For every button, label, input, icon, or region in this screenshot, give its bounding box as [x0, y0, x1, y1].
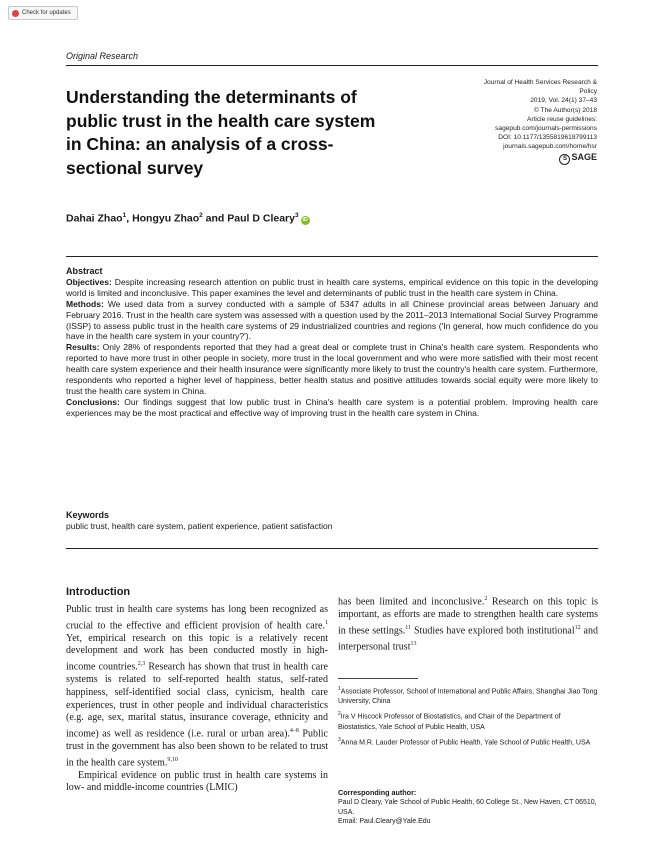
text-run: Research on this topic is important, as efforts are made to strengthen health care systems in these settings. [338, 596, 598, 637]
sage-logo-text: SAGE [571, 151, 597, 162]
affil-text: Anna M.R. Lauder Professor of Public Health, Yale School of Public Health, USA [340, 738, 591, 746]
citation-ref[interactable]: 9,10 [167, 756, 178, 763]
author-affil-mark: 2 [199, 212, 203, 219]
journal-line: 2019, Vol. 24(1) 37–43 [530, 97, 597, 105]
intro-paragraph [66, 604, 328, 770]
affil-mark: 3 [338, 736, 341, 743]
abstract-methods [66, 299, 598, 343]
abstract-rule [66, 256, 598, 257]
citation-ref[interactable]: 11 [405, 624, 412, 631]
author-list [66, 212, 310, 225]
header-rule [66, 65, 598, 66]
author-affil-mark: 1 [122, 212, 127, 219]
affiliations [338, 684, 598, 750]
introduction-heading: Introduction [66, 586, 131, 598]
intro-paragraph: Empirical evidence on public trust in health care systems in low- and middle-income countries (LMIC) [66, 769, 328, 794]
journal-line: Journal of Health Services Research & [483, 79, 597, 86]
corresponding-email[interactable]: Email: Paul.Cleary@Yale.Edu [338, 818, 431, 826]
author-separator: and [202, 212, 228, 225]
abstract [66, 266, 598, 419]
objectives-label: Objectives: [66, 276, 112, 287]
article-type: Original Research [66, 51, 139, 61]
objectives-text: Despite increasing research attention on public trust in health care systems, empirical evidence on this topic in the developing world is limited and inconclusive. This paper examines the level and determinants of public trust in the health care system in China. [66, 276, 598, 298]
abstract-conclusions [66, 397, 598, 419]
methods-label: Methods: [66, 298, 104, 309]
results-label: Results: [66, 342, 100, 353]
keywords-heading: Keywords [66, 510, 110, 520]
affiliation [338, 709, 598, 732]
sage-logo [387, 153, 597, 165]
keywords-text: public trust, health care system, patient experience, patient satisfaction [66, 521, 333, 531]
keywords [66, 510, 598, 532]
text-run: Research has shown that trust in health care systems is related to self-reported health status, self-rated happiness, self-identified social class, cynicism, health care experiences, trust in other people and individual characteristics (e.g. age, sex, marital status, insurance coverage, ethnicity and income) as well as residence (i.e. rural or urban area). [66, 661, 328, 740]
abstract-heading: Abstract [66, 266, 103, 276]
citation-ref[interactable]: 12 [574, 624, 581, 631]
citation-ref[interactable]: 2,3 [137, 661, 146, 668]
body-column-right [338, 593, 598, 654]
journal-doi[interactable]: DOI: 10.1177/1355819618799113 [498, 134, 597, 142]
conclusions-label: Conclusions: [66, 396, 120, 407]
results-text: Only 28% of respondents reported that they had a great deal or complete trust in China's health care system. Respondents who reported to have more trust in other people in society, more trust in the local government and who were more satisfied with their most recent health care system experience and their health insurance were significantly more likely to trust the country's health care system. Furthermore, respondents who reported a higher level of happiness, better health status and positive attitudes towards social equity were more likely to trust the health care system in China. [66, 342, 598, 396]
body-rule [66, 548, 598, 549]
text-run: has been limited and inconclusive. [338, 596, 485, 608]
article-title: Understanding the determinants of public trust in the health care system in China: an analysis of a cross-sectional survey [66, 87, 376, 178]
conclusions-text: Our findings suggest that low public trust in China's health care system is a potential problem. Improving health care experiences may be the most practical and effective way of improving trust in the health care system in China. [66, 396, 598, 418]
abstract-results [66, 342, 598, 397]
check-for-updates-badge[interactable] [8, 6, 78, 20]
citation-ref[interactable]: 13 [410, 640, 417, 647]
affiliation [338, 684, 598, 707]
text-run: Studies have explored both institutional [411, 625, 575, 637]
text-run: Public trust in the government has also been shown to be related to trust in the health care system. [66, 728, 328, 769]
affil-mark: 2 [338, 711, 341, 718]
corresponding-address: Paul D Cleary, Yale School of Public Health, 60 College St., New Haven, CT 06510, USA. [338, 798, 597, 816]
abstract-objectives [66, 277, 598, 299]
author-name[interactable]: Hongyu Zhao [132, 212, 200, 225]
journal-link[interactable]: journals.sagepub.com/home/hsr [503, 143, 597, 151]
affil-text: Associate Professor, School of International and Public Affairs, Shanghai Jiao Tong University, China [338, 688, 598, 706]
affil-text: Ira V Hiscock Professor of Biostatistics, and Chair of the Department of Biostatistics, Yale School of Public Health, USA [338, 713, 561, 731]
corresponding-heading: Corresponding author: [338, 788, 417, 797]
citation-ref[interactable]: 1 [325, 619, 328, 626]
text-run: and interpersonal trust [338, 625, 598, 653]
affiliation [338, 735, 598, 748]
body-column-left [66, 604, 328, 795]
check-for-updates-label: Check for updates [22, 10, 71, 16]
author-affil-mark: 3 [294, 212, 299, 219]
orcid-icon[interactable]: iD [302, 216, 308, 223]
citation-ref[interactable]: 4–8 [289, 727, 299, 734]
text-run: Public trust in health care systems has long been recognized as crucial to the effective and efficient provision of health care. [66, 604, 328, 632]
corresponding-author [338, 788, 598, 827]
methods-text: We used data from a survey conducted with a sample of 5347 adults in all Chinese provincial areas between January and February 2016. Trust in the health care system was assessed with a question used by the 2011–2013 International Social Survey Programme (ISSP) to assess public trust in the health care systems of 29 industrialized countries and regions ('In general, how much confidence do you have in the health care system in your country?'). [66, 298, 598, 342]
text-run: Yet, empirical research on this topic is a relatively recent development and work has been conducted mostly in high-income countries. [66, 632, 328, 673]
affil-mark: 1 [338, 686, 341, 692]
sage-logo-icon: S [559, 154, 570, 165]
journal-line: © The Author(s) 2018 [533, 106, 597, 114]
journal-info [387, 78, 597, 165]
citation-ref[interactable]: 2 [484, 596, 488, 602]
journal-link[interactable]: sagepub.com/journals-permissions [495, 125, 597, 133]
author-name[interactable]: Dahai Zhao [66, 212, 123, 225]
author-name[interactable]: Paul D Cleary [227, 212, 295, 225]
intro-paragraph [338, 593, 598, 654]
journal-line: Policy [579, 88, 597, 96]
author-separator: , [126, 212, 133, 225]
journal-line: Article reuse guidelines: [526, 115, 597, 123]
update-icon [12, 10, 19, 17]
footnote-rule [338, 678, 418, 679]
